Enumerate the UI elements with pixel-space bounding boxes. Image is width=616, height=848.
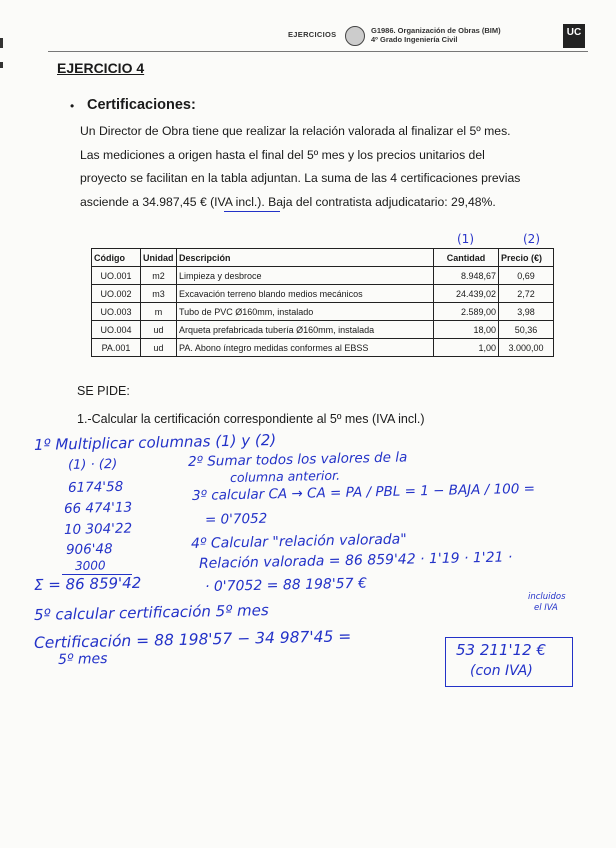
hw-step-1-sub: (1) · (2) xyxy=(67,456,118,473)
column-mark-2: (2) xyxy=(523,232,540,246)
hw-sum: Σ = 86 859'42 xyxy=(33,573,142,594)
header-divider xyxy=(48,51,588,52)
cell-unidad: ud xyxy=(141,339,177,357)
column-mark-1: (1) xyxy=(457,232,474,246)
cell-cantidad: 1,00 xyxy=(434,339,499,357)
hw-iva-note-line-2: el IVA xyxy=(534,603,558,613)
header-codigo: Código xyxy=(92,249,141,267)
bullet: • xyxy=(70,99,75,113)
cell-precio: 50,36 xyxy=(499,321,554,339)
cell-descripcion: Limpieza y desbroce xyxy=(177,267,434,285)
header-precio: Precio (€) xyxy=(499,249,554,267)
exercise-title: EJERCICIO 4 xyxy=(57,60,145,76)
hw-certificacion-line-2: 5º mes xyxy=(57,650,108,668)
cell-codigo: UO.002 xyxy=(92,285,141,303)
header-section-label: EJERCICIOS xyxy=(288,30,337,39)
table-row xyxy=(92,321,554,339)
statement-line: Un Director de Obra tiene que realizar la relación valorada al finalizar el 5º mes. xyxy=(80,124,511,138)
hw-step-3-line-2: = 0'7052 xyxy=(204,510,268,528)
hw-step-4: 4º Calcular "relación valorada" xyxy=(190,531,407,552)
header-cantidad: Cantidad xyxy=(434,249,499,267)
hw-result: 53 211'12 € xyxy=(456,641,547,659)
cell-descripcion: Tubo de PVC Ø160mm, instalado xyxy=(177,303,434,321)
hw-product: 906'48 xyxy=(65,541,113,558)
hw-product: 10 304'22 xyxy=(63,520,133,538)
cell-precio: 3.000,00 xyxy=(499,339,554,357)
hw-step-2-line-1: 2º Sumar todos los valores de la xyxy=(187,449,408,470)
course-line-1: G1986. Organización de Obras (BIM) xyxy=(371,26,501,35)
hw-iva-note-line-1: incluidos xyxy=(528,592,566,602)
hw-step-1: 1º Multiplicar columnas (1) y (2) xyxy=(33,430,277,454)
course-line-2: 4º Grado Ingeniería Civil xyxy=(371,35,458,44)
cell-precio: 2,72 xyxy=(499,285,554,303)
hw-step-2-line-2: columna anterior. xyxy=(229,467,341,485)
hw-step-5: 5º calcular certificación 5º mes xyxy=(33,601,269,624)
problem-statement xyxy=(80,120,550,214)
cell-unidad: m xyxy=(141,303,177,321)
statement-line: Las mediciones a origen hasta el final del 5º mes y los precios unitarios del xyxy=(80,147,485,162)
header-unidad: Unidad xyxy=(141,249,177,267)
cell-precio: 0,69 xyxy=(499,267,554,285)
measurements-table xyxy=(91,248,554,357)
hw-product: 66 474'13 xyxy=(63,499,133,517)
margin-mark xyxy=(0,38,3,48)
hw-relacion-valorada-line-2: · 0'7052 = 88 198'57 € xyxy=(204,575,368,595)
cell-unidad: m2 xyxy=(141,267,177,285)
hand-underline xyxy=(224,211,280,212)
cell-codigo: UO.004 xyxy=(92,321,141,339)
cell-descripcion: Arqueta prefabricada tubería Ø160mm, instalada xyxy=(177,321,434,339)
hw-relacion-valorada-line-1: Relación valorada = 86 859'42 · 1'19 · 1'21 · xyxy=(198,549,513,572)
section-heading: Certificaciones: xyxy=(87,97,196,113)
cell-cantidad: 18,00 xyxy=(434,321,499,339)
cell-descripcion: Excavación terreno blando medios mecánicos xyxy=(177,285,434,303)
cell-codigo: UO.003 xyxy=(92,303,141,321)
cell-cantidad: 2.589,00 xyxy=(434,303,499,321)
margin-mark xyxy=(0,62,3,68)
table-row xyxy=(92,303,554,321)
cell-cantidad: 24.439,02 xyxy=(434,285,499,303)
table-row xyxy=(92,267,554,285)
cell-descripcion: PA. Abono íntegro medidas conformes al EBSS xyxy=(177,339,434,357)
cell-unidad: ud xyxy=(141,321,177,339)
cell-precio: 3,98 xyxy=(499,303,554,321)
university-seal-icon xyxy=(345,26,365,46)
header-descripcion: Descripción xyxy=(177,249,434,267)
uc-logo: UC xyxy=(563,24,585,48)
hw-certificacion-line-1: Certificación = 88 198'57 − 34 987'45 = xyxy=(33,627,352,652)
table-header-row xyxy=(92,249,554,267)
se-pide-label: SE PIDE: xyxy=(77,384,130,398)
table-row xyxy=(92,285,554,303)
question-1: 1.-Calcular la certificación correspondiente al 5º mes (IVA incl.) xyxy=(77,412,425,426)
cell-cantidad: 8.948,67 xyxy=(434,267,499,285)
statement-line: proyecto se facilitan en la tabla adjuntan. La suma de las 4 certificaciones previas xyxy=(80,171,521,185)
cell-codigo: PA.001 xyxy=(92,339,141,357)
hw-product: 6174'58 xyxy=(67,478,124,496)
cell-codigo: UO.001 xyxy=(92,267,141,285)
course-info xyxy=(371,26,501,44)
hw-step-3-line-1: 3º calcular CA → CA = PA / PBL = 1 − BAJA / 100 = xyxy=(191,480,536,504)
cell-unidad: m3 xyxy=(141,285,177,303)
statement-line: asciende a 34.987,45 € (IVA incl.). Baja del contratista adjudicatario: 29,48%. xyxy=(80,194,496,209)
hw-product: 3000 xyxy=(74,558,106,573)
table-row xyxy=(92,339,554,357)
hw-result-note: (con IVA) xyxy=(470,663,533,679)
